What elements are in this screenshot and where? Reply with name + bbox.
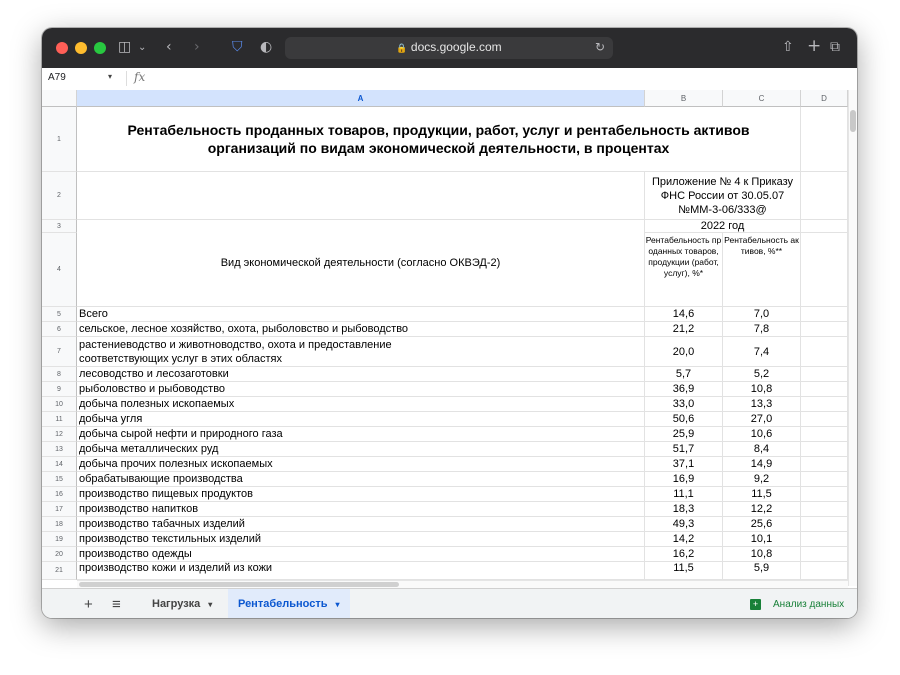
browser-toolbar <box>42 28 857 68</box>
activity-cell[interactable]: добыча сырой нефти и природного газа <box>77 427 645 442</box>
chevron-down-icon[interactable]: ▾ <box>208 599 213 609</box>
explore-button[interactable] <box>750 589 844 618</box>
row-header[interactable]: 9 <box>42 382 77 397</box>
row-header[interactable]: 14 <box>42 457 77 472</box>
sidebar-toggle-icon[interactable]: ◫ <box>118 39 132 55</box>
privacy-icon[interactable]: ◐ <box>260 39 273 55</box>
url-text: 🔒 docs.google.com <box>396 40 502 54</box>
sales-profitability-cell[interactable]: 5,7 <box>645 367 723 382</box>
row-header[interactable]: 20 <box>42 547 77 562</box>
cell[interactable] <box>801 233 848 307</box>
cell[interactable] <box>801 412 848 427</box>
row-header[interactable]: 16 <box>42 487 77 502</box>
appendix-note[interactable]: Приложение № 4 к Приказу ФНС России от 30.05.07 №ММ-3-06/333@ <box>645 172 801 220</box>
tab-overview-icon[interactable]: ⧉ <box>830 39 840 55</box>
cell[interactable] <box>801 427 848 442</box>
activity-cell[interactable]: производство табачных изделий <box>77 517 645 532</box>
asset-profitability-cell[interactable]: 25,6 <box>723 517 801 532</box>
activity-cell[interactable]: добыча угля <box>77 412 645 427</box>
column-header-a[interactable]: A <box>77 90 645 107</box>
tab-rentabelnost-label: Рентабельность <box>238 598 328 610</box>
activity-cell[interactable]: добыча металлических руд <box>77 442 645 457</box>
name-box-dropdown-icon[interactable]: ▾ <box>108 72 113 81</box>
horizontal-scrollbar[interactable] <box>77 580 848 588</box>
asset-profitability-cell[interactable]: 12,2 <box>723 502 801 517</box>
sales-profitability-cell[interactable]: 51,7 <box>645 442 723 457</box>
row-header[interactable]: 11 <box>42 412 77 427</box>
sales-profitability-cell[interactable]: 14,6 <box>645 307 723 322</box>
asset-profitability-cell[interactable]: 10,1 <box>723 532 801 547</box>
activity-cell[interactable]: растениеводство и животноводство, охота и предоставление соответствующих услуг в этих областях <box>77 337 645 367</box>
asset-profitability-cell[interactable]: 14,9 <box>723 457 801 472</box>
activity-cell[interactable]: производство одежды <box>77 547 645 562</box>
sales-profitability-cell[interactable]: 50,6 <box>645 412 723 427</box>
row-header[interactable]: 12 <box>42 427 77 442</box>
cell[interactable] <box>801 367 848 382</box>
sales-profitability-cell[interactable]: 21,2 <box>645 322 723 337</box>
column-header-d[interactable]: D <box>801 90 848 107</box>
column-header-c[interactable]: C <box>723 90 801 107</box>
vertical-scrollbar-thumb[interactable] <box>850 110 856 132</box>
year-header[interactable]: 2022 год <box>645 220 801 233</box>
cell[interactable] <box>801 442 848 457</box>
add-sheet-button[interactable]: + <box>84 595 93 613</box>
header-asset-profitability[interactable] <box>723 233 801 307</box>
horizontal-scrollbar-thumb[interactable] <box>79 582 399 587</box>
row-header[interactable]: 3 <box>42 220 77 233</box>
sales-profitability-cell[interactable]: 36,9 <box>645 382 723 397</box>
all-sheets-menu-icon[interactable]: ≡ <box>112 595 121 613</box>
row-header[interactable]: 10 <box>42 397 77 412</box>
asset-profitability-cell[interactable]: 10,8 <box>723 547 801 562</box>
activity-cell[interactable]: добыча полезных ископаемых <box>77 397 645 412</box>
sales-profitability-cell[interactable]: 11,1 <box>645 487 723 502</box>
sales-profitability-cell[interactable]: 11,5 <box>645 562 723 580</box>
back-arrow-icon[interactable]: ‹ <box>166 39 172 55</box>
row-header[interactable]: 5 <box>42 307 77 322</box>
row-header[interactable]: 7 <box>42 337 77 367</box>
asset-profitability-cell[interactable]: 7,0 <box>723 307 801 322</box>
new-tab-icon[interactable]: + <box>807 36 822 56</box>
vertical-scrollbar[interactable] <box>848 90 857 586</box>
row-header[interactable]: 19 <box>42 532 77 547</box>
cell[interactable] <box>801 487 848 502</box>
cell[interactable] <box>801 457 848 472</box>
activity-cell[interactable]: обрабатывающие производства <box>77 472 645 487</box>
sales-profitability-cell[interactable]: 49,3 <box>645 517 723 532</box>
header-sales-profitability-text: Рентабельность проданных товаров, продукции (работ, услуг), %* <box>645 235 722 278</box>
formula-bar <box>42 68 857 91</box>
activity-cell[interactable]: сельское, лесное хозяйство, охота, рыболовство и рыбоводство <box>77 322 645 337</box>
cell[interactable] <box>801 107 848 172</box>
asset-profitability-cell[interactable]: 8,4 <box>723 442 801 457</box>
address-bar[interactable] <box>285 37 613 59</box>
sales-profitability-cell[interactable]: 16,9 <box>645 472 723 487</box>
sheet-title[interactable]: Рентабельность проданных товаров, продукции, работ, услуг и рентабельность активов организаций по видам экономической деятельности, в процентах <box>77 107 801 172</box>
select-all-corner[interactable] <box>42 90 77 107</box>
row-header[interactable]: 8 <box>42 367 77 382</box>
browser-window <box>42 28 857 618</box>
cell[interactable] <box>77 172 645 220</box>
divider <box>126 71 127 86</box>
activity-cell[interactable]: рыболовство и рыбоводство <box>77 382 645 397</box>
asset-profitability-cell[interactable]: 27,0 <box>723 412 801 427</box>
name-box[interactable]: A79 <box>48 72 66 83</box>
asset-profitability-cell[interactable]: 7,4 <box>723 337 801 367</box>
lock-icon: 🔒 <box>396 43 408 53</box>
row-header[interactable]: 18 <box>42 517 77 532</box>
activity-cell[interactable]: производство текстильных изделий <box>77 532 645 547</box>
sales-profitability-cell[interactable]: 37,1 <box>645 457 723 472</box>
sales-profitability-cell[interactable]: 18,3 <box>645 502 723 517</box>
minimize-window-button[interactable] <box>75 42 87 54</box>
sales-profitability-cell[interactable]: 33,0 <box>645 397 723 412</box>
explore-icon: + <box>750 599 761 610</box>
row-header[interactable]: 21 <box>42 562 77 580</box>
asset-profitability-cell[interactable]: 7,8 <box>723 322 801 337</box>
sheet-tabs-bar <box>42 588 857 618</box>
header-sales-profitability[interactable] <box>645 233 723 307</box>
row-header[interactable]: 1 <box>42 107 77 172</box>
activity-cell[interactable]: производство напитков <box>77 502 645 517</box>
activity-cell[interactable]: добыча прочих полезных ископаемых <box>77 457 645 472</box>
cell[interactable] <box>801 397 848 412</box>
cell[interactable] <box>801 337 848 367</box>
cell[interactable] <box>801 472 848 487</box>
row-header[interactable]: 17 <box>42 502 77 517</box>
row-header[interactable]: 2 <box>42 172 77 220</box>
tab-nagruzka-label: Нагрузка <box>152 598 201 610</box>
activity-cell[interactable]: производство кожи и изделий из кожи <box>77 562 645 580</box>
cell[interactable] <box>801 547 848 562</box>
row-header[interactable]: 4 <box>42 233 77 307</box>
fx-icon: fx <box>134 70 146 84</box>
row-header[interactable]: 13 <box>42 442 77 457</box>
cell[interactable] <box>801 517 848 532</box>
cell[interactable] <box>801 322 848 337</box>
header-activity[interactable]: Вид экономической деятельности (согласно ОКВЭД-2) <box>77 220 645 307</box>
share-icon[interactable]: ⇧ <box>782 39 794 55</box>
sales-profitability-cell[interactable]: 16,2 <box>645 547 723 562</box>
sales-profitability-cell[interactable]: 25,9 <box>645 427 723 442</box>
explore-label: Анализ данных <box>773 598 845 610</box>
asset-profitability-cell[interactable]: 5,2 <box>723 367 801 382</box>
forward-arrow-icon[interactable]: › <box>194 39 200 55</box>
activity-cell[interactable]: лесоводство и лесозаготовки <box>77 367 645 382</box>
activity-cell[interactable]: Всего <box>77 307 645 322</box>
row-header[interactable]: 6 <box>42 322 77 337</box>
cell[interactable] <box>801 307 848 322</box>
cell[interactable] <box>801 172 848 220</box>
header-asset-profitability-text: Рентабельность активов, %** <box>724 235 799 256</box>
sales-profitability-cell[interactable]: 14,2 <box>645 532 723 547</box>
cell[interactable] <box>801 532 848 547</box>
cell[interactable] <box>801 562 848 580</box>
zoom-window-button[interactable] <box>94 42 106 54</box>
sales-profitability-cell[interactable]: 20,0 <box>645 337 723 367</box>
chevron-down-icon[interactable]: ⌄ <box>138 42 147 53</box>
tab-nagruzka[interactable] <box>152 589 212 618</box>
asset-profitability-cell[interactable]: 10,6 <box>723 427 801 442</box>
asset-profitability-cell[interactable]: 9,2 <box>723 472 801 487</box>
column-header-b[interactable]: B <box>645 90 723 107</box>
chevron-down-icon[interactable]: ▾ <box>335 599 340 609</box>
row-header[interactable]: 15 <box>42 472 77 487</box>
cell[interactable] <box>801 382 848 397</box>
cell[interactable] <box>801 502 848 517</box>
shield-icon[interactable]: ⛉ <box>232 39 243 55</box>
asset-profitability-cell[interactable]: 13,3 <box>723 397 801 412</box>
close-window-button[interactable] <box>56 42 68 54</box>
activity-cell[interactable]: производство пищевых продуктов <box>77 487 645 502</box>
asset-profitability-cell[interactable]: 5,9 <box>723 562 801 580</box>
cell[interactable] <box>801 220 848 233</box>
asset-profitability-cell[interactable]: 10,8 <box>723 382 801 397</box>
tab-rentabelnost[interactable] <box>228 589 350 618</box>
asset-profitability-cell[interactable]: 11,5 <box>723 487 801 502</box>
reload-icon[interactable]: ↻ <box>595 40 606 54</box>
